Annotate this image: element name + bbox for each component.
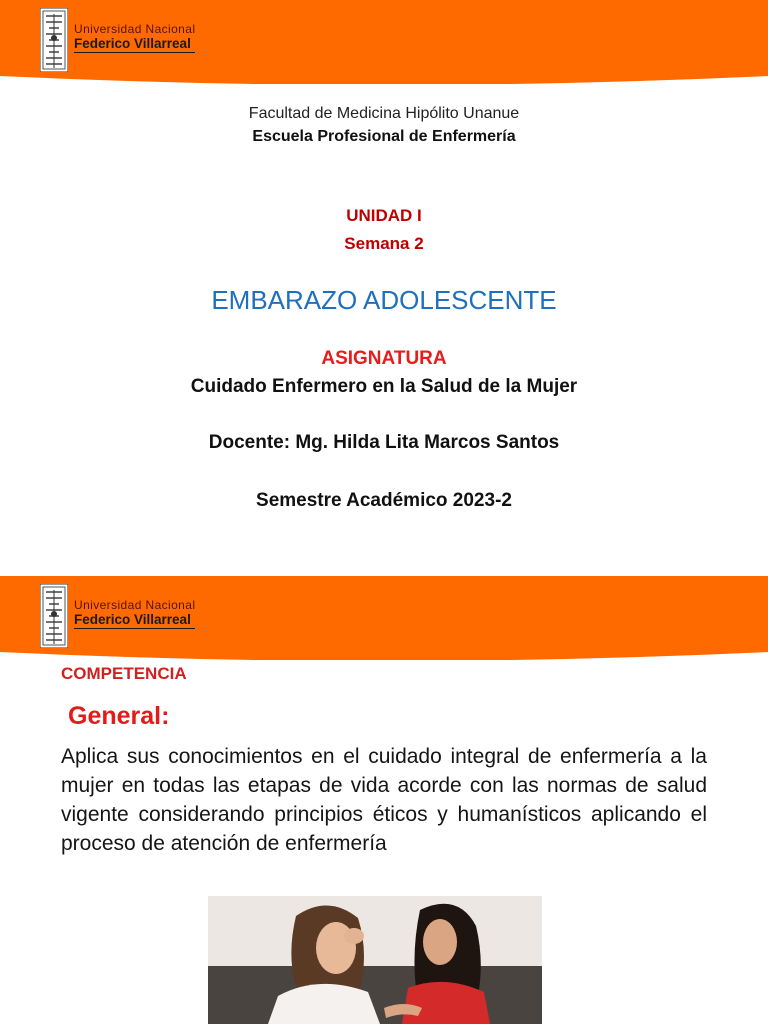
competency-heading: COMPETENCIA [61, 664, 187, 683]
school-name: Escuela Profesional de Enfermería [252, 128, 516, 145]
university-name-line2: Federico Villarreal [74, 612, 195, 629]
header-banner [0, 576, 768, 660]
general-subheading: General: [68, 702, 170, 730]
university-crest-icon [40, 584, 68, 648]
university-name-line1: Universidad Nacional [74, 22, 196, 36]
faculty-name: Facultad de Medicina Hipólito Unanue [248, 105, 520, 122]
teacher-name: Docente: Mg. Hilda Lita Marcos Santos [208, 432, 560, 453]
photo-two-women [208, 896, 542, 1024]
semester-label: Semestre Académico 2023-2 [256, 490, 512, 511]
header-banner [0, 0, 768, 84]
university-logo [40, 584, 212, 648]
photo-illustration [208, 896, 542, 1024]
competency-text: Aplica sus conocimientos en el cuidado integral de enfermería a la mujer en todas las etapas de vida acorde con las normas de salud vigente considerando principios éticos y humanísticos aplicando el proceso de atención de enfermería [61, 745, 707, 855]
university-name [74, 23, 195, 53]
slide-title: EMBARAZO ADOLESCENTE [211, 285, 557, 315]
university-logo [40, 8, 212, 72]
week-label: Semana 2 [344, 234, 424, 253]
subject-label: ASIGNATURA [321, 348, 447, 369]
slide-separator [0, 562, 768, 576]
university-name-line2: Federico Villarreal [74, 36, 195, 53]
university-name-line1: Universidad Nacional [74, 598, 196, 612]
course-name: Cuidado Enfermero en la Salud de la Mujer [190, 376, 578, 397]
university-name [74, 599, 195, 629]
university-crest-icon [40, 8, 68, 72]
competency-slide [0, 576, 768, 1024]
unit-label: UNIDAD I [346, 206, 422, 225]
